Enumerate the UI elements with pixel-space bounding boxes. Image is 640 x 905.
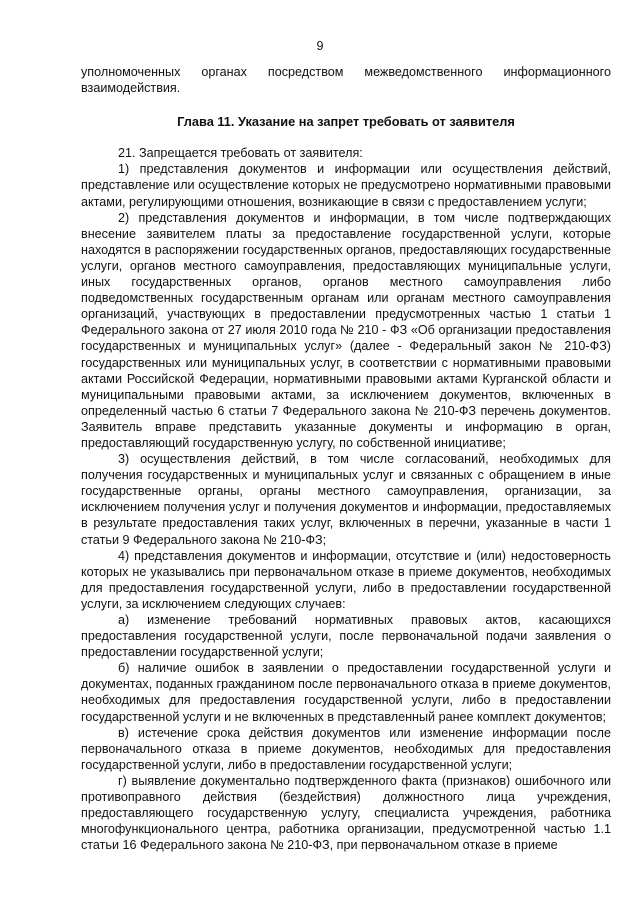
page-number: 9	[316, 39, 324, 53]
subitem-b: б) наличие ошибок в заявлении о предоставлении государственной услуги и документах, поданных гражданином после первоначального отказа в приеме документов, необходимых для предоставления государственной услуги, либо в предоставлении государственной услуги и не включенных в представленный ранее комплект документов;	[81, 661, 611, 724]
document-body	[81, 64, 611, 853]
subitem-a: а) изменение требований нормативных правовых актов, касающихся предоставления государственной услуги, после первоначальной подачи заявления о предоставлении государственной услуги;	[81, 613, 611, 660]
subitem-g: г) выявление документально подтвержденного факта (признаков) ошибочного или противоправного действия (бездействия) должностного лица учреждения, предоставляющего государственную услугу, специалиста учреждения, работника многофункционального центра, работника организации, предусмотренной частью 1.1 статьи 16 Федерального закона № 210-ФЗ, при первоначальном отказе в приеме	[81, 773, 611, 853]
item-4: 4) представления документов и информации, отсутствие и (или) недостоверность которых не указывались при первоначальном отказе в приеме документов, необходимых для предоставления государственной услуги, либо в предоставлении государственной услуги, за исключением следующих случаев:	[81, 548, 611, 611]
chapter-title: Глава 11. Указание на запрет требовать от заявителя	[177, 114, 515, 130]
paragraph-21: 21. Запрещается требовать от заявителя:	[118, 146, 363, 161]
intro-paragraph: уполномоченных органах посредством межведомственного информационного взаимодействия.	[81, 65, 611, 96]
subitem-v: в) истечение срока действия документов или изменение информации после первоначального отказа в приеме документов, необходимых для предоставления государственной услуги, либо в предоставлении государственной услуги;	[81, 725, 611, 772]
item-3: 3) осуществления действий, в том числе согласований, необходимых для получения государственных и муниципальных услуг и связанных с обращением в иные государственные органы, органы местного самоуправления, организации, за исключением получения услуг и получения документов и информации, предоставляемых в результате предоставления таких услуг, включенных в перечни, указанные в части 1 статьи 9 Федерального закона № 210-ФЗ;	[81, 452, 611, 547]
item-2: 2) представления документов и информации, в том числе подтверждающих внесение заявителем платы за предоставление государственной услуги, которые находятся в распоряжении государственных органов, предоставляющих государственные услуги, органов местного самоуправления, предоставляющих муниципальные услуги, иных государственных органов, органов местного самоуправления либо подведомственных государственным органам или органам местного самоуправления организаций, участвующих в предоставлении предусмотренных частью 1 статьи 1 Федерального закона от 27 июля 2010 года № 210 - ФЗ «Об организации предоставления государственных и муниципальных услуг» (далее - Федеральный закон № 210-ФЗ) государственных или муниципальных услуг, в соответствии с нормативными правовыми актами Российской Федерации, нормативными правовыми актами Курганской области и муниципальными правовыми актами, за исключением документов, включенных в определенный частью 6 статьи 7 Федерального закона № 210-ФЗ перечень документов. Заявитель вправе представить указанные документы и информацию в орган, предоставляющий государственную услугу, по собственной инициативе;	[81, 210, 611, 450]
item-1: 1) представления документов и информации или осуществления действий, представление или осуществление которых не предусмотрено нормативными правовыми актами, регулирующими отношения, возникающие в связи с предоставлением услуги;	[81, 162, 611, 209]
